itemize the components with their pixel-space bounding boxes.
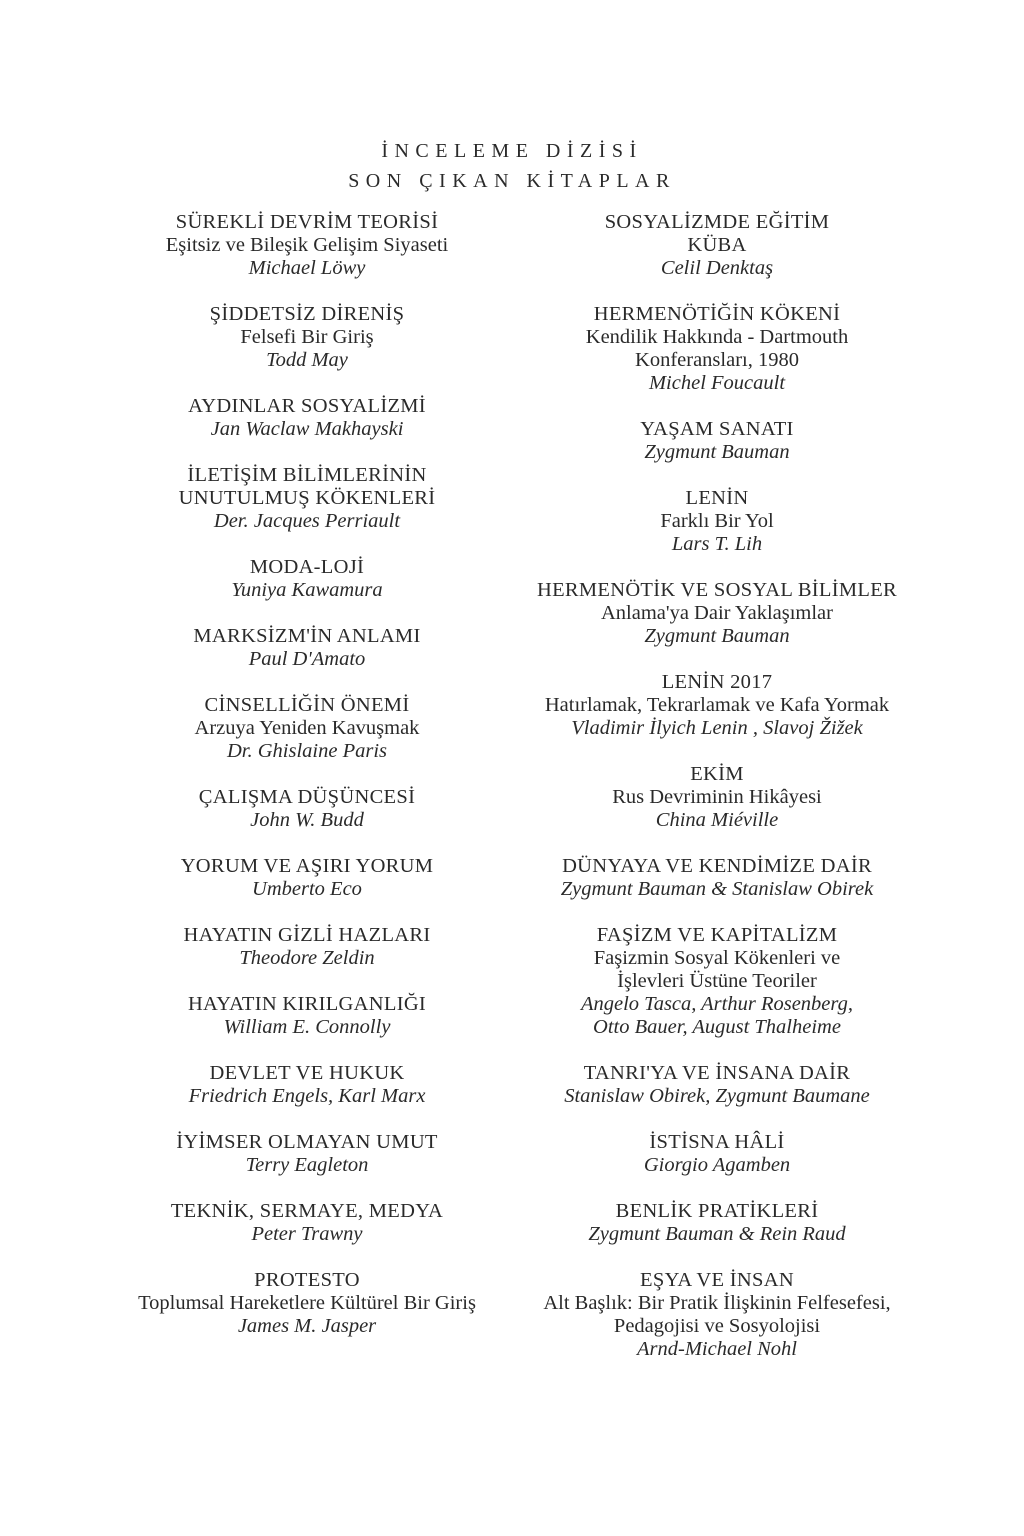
book-entry [517,303,917,395]
book-author: Paul D'Amato [248,648,366,670]
book-entry [107,694,507,763]
book-author: Zygmunt Bauman [644,625,790,647]
book-subtitle: Eşitsiz ve Bileşik Gelişim Siyaseti [165,234,449,256]
book-author: Theodore Zeldin [239,947,375,969]
book-author: Peter Trawny [251,1223,363,1245]
book-subtitle: Arzuya Yeniden Kavuşmak [194,717,420,739]
book-entry [107,786,507,832]
book-author: Der. Jacques Perriault [213,510,401,532]
book-title: MARKSİZM'İN ANLAMI [193,625,421,647]
book-author: Todd May [266,349,348,371]
book-entry [107,625,507,671]
book-title: BENLİK PRATİKLERİ [615,1200,819,1222]
book-title: HERMENÖTİK VE SOSYAL BİLİMLER [536,579,898,601]
book-entry [107,395,507,441]
series-title: İNCELEME DİZİSİ [381,140,643,162]
book-column-right [517,211,917,1384]
book-entry [107,1131,507,1177]
book-author: Zygmunt Bauman & Rein Raud [588,1223,846,1245]
book-subtitle: Rus Devriminin Hikâyesi [612,786,822,808]
book-entry [107,303,507,372]
book-entry [107,1200,507,1246]
book-subtitle: Kendilik Hakkında - Dartmouth [585,326,849,348]
book-entry [517,1131,917,1177]
book-subtitle: Konferansları, 1980 [635,349,799,371]
book-title: TANRI'YA VE İNSANA DAİR [583,1062,851,1084]
book-author: Otto Bauer, August Thalheime [593,1016,841,1038]
book-title: EKİM [690,763,744,785]
book-title: YAŞAM SANATI [640,418,794,440]
book-author: Yuniya Kawamura [231,579,383,601]
book-entry [517,1200,917,1246]
book-title: İLETİŞİM BİLİMLERİNİN [187,464,427,486]
book-title: HAYATIN KIRILGANLIĞI [187,993,427,1015]
book-author: Jan Waclaw Makhayski [210,418,404,440]
book-column-left [107,211,507,1361]
series-header [0,136,1024,196]
book-entry [517,924,917,1039]
book-author: Stanislaw Obirek, Zygmunt Baumane [564,1085,870,1107]
book-title: İSTİSNA HÂLİ [649,1131,785,1153]
book-subtitle: Farklı Bir Yol [660,510,774,532]
book-entry [517,418,917,464]
book-title: HAYATIN GİZLİ HAZLARI [183,924,431,946]
book-author: Celil Denktaş [660,257,774,279]
book-title: LENİN 2017 [661,671,773,693]
book-title: UNUTULMUŞ KÖKENLERİ [178,487,436,509]
book-author: Giorgio Agamben [643,1154,791,1176]
book-entry [107,924,507,970]
book-subtitle: Pedagojisi ve Sosyolojisi [613,1315,821,1337]
book-subtitle: Anlama'ya Dair Yaklaşımlar [601,602,833,624]
book-title: DÜNYAYA VE KENDİMİZE DAİR [562,855,872,877]
book-subtitle: Faşizmin Sosyal Kökenleri ve [593,947,841,969]
book-entry [517,487,917,556]
book-title: LENİN [685,487,749,509]
book-title: YORUM VE AŞIRI YORUM [180,855,434,877]
book-entry [107,464,507,533]
book-author: Arnd-Michael Nohl [637,1338,797,1360]
book-entry [107,855,507,901]
book-subtitle: Hatırlamak, Tekrarlamak ve Kafa Yormak [544,694,890,716]
book-title: KÜBA [687,234,747,256]
book-title: AYDINLAR SOSYALİZMİ [188,395,426,417]
book-title: CİNSELLİĞİN ÖNEMİ [204,694,410,716]
book-author: Michael Löwy [248,257,366,279]
book-entry [107,1062,507,1108]
book-author: Vladimir İlyich Lenin , Slavoj Žižek [571,717,863,739]
book-author: Dr. Ghislaine Paris [226,740,388,762]
book-author: Umberto Eco [252,878,362,900]
book-title: PROTESTO [254,1269,360,1291]
book-entry [107,556,507,602]
book-title: FAŞİZM VE KAPİTALİZM [596,924,838,946]
book-author: William E. Connolly [223,1016,391,1038]
book-title: ÇALIŞMA DÜŞÜNCESİ [198,786,416,808]
book-author: Terry Eagleton [245,1154,369,1176]
book-entry [517,763,917,832]
book-title: SOSYALİZMDE EĞİTİM [604,211,830,233]
book-author: China Miéville [655,809,779,831]
book-title: TEKNİK, SERMAYE, MEDYA [170,1200,444,1222]
book-subtitle: Felsefi Bir Giriş [240,326,374,348]
book-title: İYİMSER OLMAYAN UMUT [176,1131,438,1153]
book-title: EŞYA VE İNSAN [640,1269,794,1291]
book-author: John W. Budd [250,809,364,831]
book-entry [517,671,917,740]
book-author: Zygmunt Bauman & Stanislaw Obirek [560,878,874,900]
book-title: HERMENÖTİĞİN KÖKENİ [593,303,841,325]
book-entry [517,579,917,648]
book-entry [517,855,917,901]
book-author: Zygmunt Bauman [644,441,790,463]
book-entry [107,993,507,1039]
book-author: Michel Foucault [648,372,786,394]
book-subtitle: Alt Başlık: Bir Pratik İlişkinin Felfesefesi, [543,1292,891,1314]
book-entry [517,1269,917,1361]
book-author: James M. Jasper [237,1315,377,1337]
book-entry [517,211,917,280]
book-title: DEVLET VE HUKUK [209,1062,405,1084]
book-author: Lars T. Lih [671,533,763,555]
book-entry [107,1269,507,1338]
book-author: Angelo Tasca, Arthur Rosenberg, [580,993,853,1015]
book-title: SÜREKLİ DEVRİM TEORİSİ [175,211,439,233]
book-title: ŞİDDETSİZ DİRENİŞ [209,303,405,325]
book-entry [107,211,507,280]
book-subtitle: Toplumsal Hareketlere Kültürel Bir Giriş [138,1292,476,1314]
book-subtitle: İşlevleri Üstüne Teoriler [617,970,817,992]
series-subtitle: SON ÇIKAN KİTAPLAR [348,170,676,192]
book-title: MODA-LOJİ [249,556,365,578]
book-entry [517,1062,917,1108]
book-author: Friedrich Engels, Karl Marx [188,1085,426,1107]
